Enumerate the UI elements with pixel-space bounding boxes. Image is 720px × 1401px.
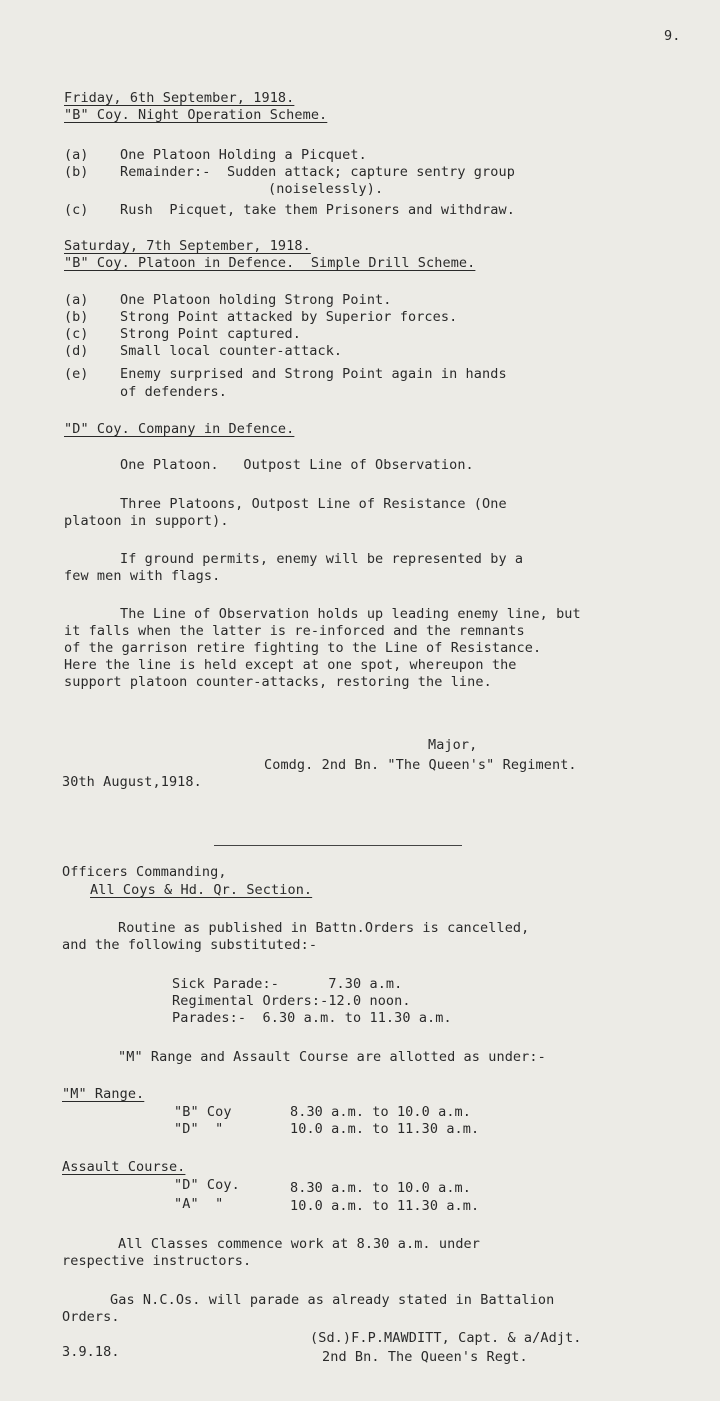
saturday-item-text: Small local counter-attack. — [120, 343, 343, 359]
assault-course-heading: Assault Course. — [62, 1159, 186, 1175]
schedule-line: Parades:- 6.30 a.m. to 11.30 a.m. — [172, 1010, 452, 1026]
d-coy-para4-line: Here the line is held except at one spot, whereupon the — [64, 657, 517, 673]
gas-nco-line: Orders. — [62, 1309, 120, 1325]
friday-item-text: One Platoon Holding a Picquet. — [120, 147, 367, 163]
saturday-title-heading: "B" Coy. Platoon in Defence. Simple Drill Scheme. — [64, 255, 476, 271]
signature-rank: Major, — [428, 737, 478, 753]
adjutant-signature: (Sd.)F.P.MAWDITT, Capt. & a/Adjt. — [310, 1330, 582, 1346]
friday-item-label: (a) — [64, 147, 89, 163]
signature-date: 30th August,1918. — [62, 774, 202, 790]
m-range-coy: "D" " — [174, 1121, 224, 1137]
friday-item-label: (b) — [64, 164, 89, 180]
section-divider — [214, 845, 462, 846]
d-coy-para3-line: few men with flags. — [64, 568, 221, 584]
d-coy-para4-line: of the garrison retire fighting to the Line of Resistance. — [64, 640, 542, 656]
d-coy-para1: One Platoon. Outpost Line of Observation. — [120, 457, 474, 473]
schedule-line: Sick Parade:- 7.30 a.m. — [172, 976, 403, 992]
d-coy-para4-line: it falls when the latter is re-inforced and the remnants — [64, 623, 525, 639]
saturday-item-text: of defenders. — [120, 384, 227, 400]
friday-item-label: (c) — [64, 202, 89, 218]
friday-date-heading: Friday, 6th September, 1918. — [64, 90, 295, 106]
saturday-item-label: (b) — [64, 309, 89, 325]
memo-intro-line: Routine as published in Battn.Orders is cancelled, — [118, 920, 530, 936]
assault-course-time: 8.30 a.m. to 10.0 a.m. — [290, 1180, 472, 1196]
schedule-line: Regimental Orders:-12.0 noon. — [172, 993, 411, 1009]
d-coy-heading: "D" Coy. Company in Defence. — [64, 421, 295, 437]
saturday-item-label: (c) — [64, 326, 89, 342]
m-range-time: 8.30 a.m. to 10.0 a.m. — [290, 1104, 472, 1120]
page-number: 9. — [664, 28, 681, 44]
saturday-item-text: Strong Point attacked by Superior forces. — [120, 309, 458, 325]
m-range-heading: "M" Range. — [62, 1086, 145, 1102]
memo-addressee-sections: All Coys & Hd. Qr. Section. — [90, 882, 313, 898]
assault-course-time: 10.0 a.m. to 11.30 a.m. — [290, 1198, 480, 1214]
d-coy-para4-line: The Line of Observation holds up leading enemy line, but — [120, 606, 581, 622]
saturday-date-heading: Saturday, 7th September, 1918. — [64, 238, 311, 254]
signature-unit: Comdg. 2nd Bn. "The Queen's" Regiment. — [264, 757, 577, 773]
memo-addressee: Officers Commanding, — [62, 864, 227, 880]
friday-item-text: Rush Picquet, take them Prisoners and withdraw. — [120, 202, 515, 218]
d-coy-para4-line: support platoon counter-attacks, restoring the line. — [64, 674, 492, 690]
allotment-line: "M" Range and Assault Course are allotted as under:- — [118, 1049, 546, 1065]
m-range-coy: "B" Coy — [174, 1104, 232, 1120]
friday-item-text: Remainder:- Sudden attack; capture sentry group — [120, 164, 515, 180]
friday-title-heading: "B" Coy. Night Operation Scheme. — [64, 107, 328, 123]
d-coy-para2-line: Three Platoons, Outpost Line of Resistance (One — [120, 496, 507, 512]
saturday-item-text: Enemy surprised and Strong Point again in hands — [120, 366, 507, 382]
saturday-item-label: (d) — [64, 343, 89, 359]
saturday-item-text: One Platoon holding Strong Point. — [120, 292, 392, 308]
gas-nco-line: Gas N.C.Os. will parade as already stated in Battalion — [110, 1292, 555, 1308]
d-coy-para2-line: platoon in support). — [64, 513, 229, 529]
friday-item-text: (noiselessly). — [268, 181, 384, 197]
saturday-item-label: (a) — [64, 292, 89, 308]
memo-intro-line: and the following substituted:- — [62, 937, 318, 953]
classes-line: All Classes commence work at 8.30 a.m. under — [118, 1236, 481, 1252]
assault-course-coy: "A" " — [174, 1196, 224, 1212]
saturday-item-label: (e) — [64, 366, 89, 382]
assault-course-coy: "D" Coy. — [174, 1177, 240, 1193]
classes-line: respective instructors. — [62, 1253, 252, 1269]
d-coy-para3-line: If ground permits, enemy will be represented by a — [120, 551, 524, 567]
adjutant-unit: 2nd Bn. The Queen's Regt. — [322, 1349, 528, 1365]
memo-date: 3.9.18. — [62, 1344, 120, 1360]
m-range-time: 10.0 a.m. to 11.30 a.m. — [290, 1121, 480, 1137]
saturday-item-text: Strong Point captured. — [120, 326, 302, 342]
